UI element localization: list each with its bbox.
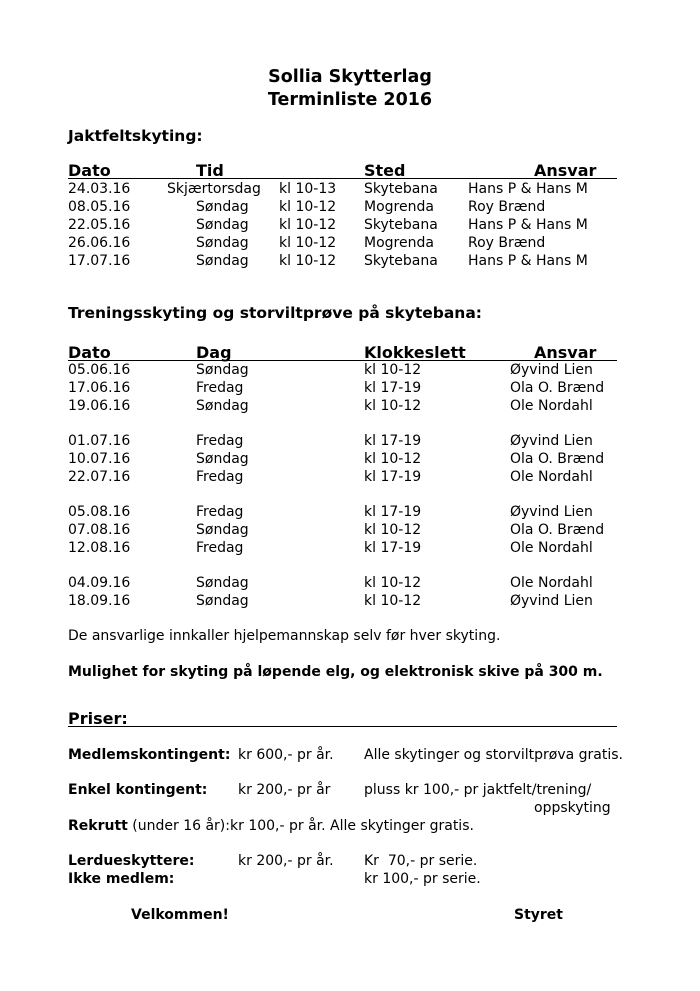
- cell-dato: 18.09.16: [68, 593, 131, 609]
- cell-ansvar: Ola O. Brænd: [510, 451, 605, 467]
- cell-dato: 17.06.16: [68, 380, 131, 396]
- table-row: [0, 433, 700, 451]
- cell-kl: kl 10-12: [364, 451, 422, 467]
- cell-dag: Søndag: [196, 398, 249, 414]
- price-text: kr 100,- pr år. Alle skytinger gratis.: [230, 818, 474, 834]
- cell-ansvar: Øyvind Lien: [510, 593, 593, 609]
- trening-heading: Treningsskyting og storviltprøve på skytebana:: [68, 304, 482, 322]
- cell-dato: 17.07.16: [68, 253, 131, 269]
- cell-kl: kl 17-19: [364, 469, 422, 485]
- cell-dag: Søndag: [196, 451, 249, 467]
- cell-ansvar: Ola O. Brænd: [510, 522, 605, 538]
- footer-signature: Styret: [514, 907, 563, 923]
- cell-kl: kl 10-12: [364, 522, 422, 538]
- jakt-col-tid: Tid: [196, 161, 224, 180]
- cell-dag: Fredag: [196, 540, 244, 556]
- cell-dato: 26.06.16: [68, 235, 131, 251]
- table-row: [0, 575, 700, 593]
- cell-ansvar: Ola O. Brænd: [510, 380, 605, 396]
- cell-dag: Fredag: [196, 504, 244, 520]
- cell-kl: kl 17-19: [364, 380, 422, 396]
- cell-dato: 22.05.16: [68, 217, 131, 233]
- cell-kl: kl 10-13: [279, 181, 337, 197]
- table-row: [0, 451, 700, 469]
- cell-ansvar: Roy Brænd: [468, 199, 546, 215]
- price-value: kr 200,- pr år.: [238, 853, 334, 869]
- table-row: [0, 181, 700, 199]
- table-row: [0, 217, 700, 235]
- cell-kl: kl 10-12: [279, 217, 337, 233]
- cell-sted: Skytebana: [364, 217, 438, 233]
- table-row: [0, 593, 700, 611]
- cell-dag: Søndag: [196, 253, 249, 269]
- table-row: [0, 469, 700, 487]
- table-row: [0, 522, 700, 540]
- cell-dag: Søndag: [196, 593, 249, 609]
- document-title: Terminliste 2016: [267, 90, 433, 110]
- cell-sted: Skytebana: [364, 181, 438, 197]
- cell-dato: 22.07.16: [68, 469, 131, 485]
- cell-ansvar: Øyvind Lien: [510, 433, 593, 449]
- cell-sted: Mogrenda: [364, 199, 434, 215]
- cell-dato: 05.06.16: [68, 362, 131, 378]
- table-row: [0, 380, 700, 398]
- cell-dato: 12.08.16: [68, 540, 131, 556]
- table-row: [0, 398, 700, 416]
- price-label: Enkel kontingent:: [68, 782, 208, 798]
- cell-dag: Søndag: [196, 217, 249, 233]
- cell-dag: Fredag: [196, 469, 244, 485]
- cell-sted: Skytebana: [364, 253, 438, 269]
- jakt-header-underline: [68, 178, 617, 179]
- price-label: Rekrutt: [68, 818, 128, 834]
- jakt-col-ansvar: Ansvar: [534, 161, 597, 180]
- priser-underline: [68, 726, 617, 727]
- cell-ansvar: Ole Nordahl: [510, 469, 593, 485]
- cell-dag: Skjærtorsdag: [167, 181, 261, 197]
- price-age-note: (under 16 år):: [132, 818, 230, 834]
- cell-kl: kl 10-12: [279, 199, 337, 215]
- cell-dato: 08.05.16: [68, 199, 131, 215]
- trening-col-dag: Dag: [196, 343, 232, 362]
- cell-dag: Søndag: [196, 362, 249, 378]
- cell-ansvar: Ole Nordahl: [510, 575, 593, 591]
- table-row: [0, 253, 700, 271]
- cell-kl: kl 10-12: [364, 362, 422, 378]
- trening-col-dato: Dato: [68, 343, 111, 362]
- cell-dato: 05.08.16: [68, 504, 131, 520]
- trening-col-ansvar: Ansvar: [534, 343, 597, 362]
- price-value: kr 600,- pr år.: [238, 747, 334, 763]
- price-note: Alle skytinger og storviltprøva gratis.: [364, 747, 623, 763]
- cell-ansvar: Hans P & Hans M: [468, 253, 588, 269]
- price-value: kr 200,- pr år: [238, 782, 331, 798]
- cell-dato: 07.08.16: [68, 522, 131, 538]
- note-elg-skive: Mulighet for skyting på løpende elg, og elektronisk skive på 300 m.: [68, 664, 603, 680]
- cell-kl: kl 17-19: [364, 433, 422, 449]
- cell-sted: Mogrenda: [364, 235, 434, 251]
- cell-dag: Søndag: [196, 575, 249, 591]
- club-name: Sollia Skytterlag: [268, 67, 432, 87]
- cell-dato: 04.09.16: [68, 575, 131, 591]
- priser-heading: Priser:: [68, 709, 128, 728]
- cell-dato: 01.07.16: [68, 433, 131, 449]
- cell-dag: Søndag: [196, 199, 249, 215]
- trening-col-klokkeslett: Klokkeslett: [364, 343, 466, 362]
- cell-dag: Søndag: [196, 522, 249, 538]
- cell-kl: kl 10-12: [364, 575, 422, 591]
- price-note: Kr 70,- pr serie.: [364, 853, 478, 869]
- cell-dato: 10.07.16: [68, 451, 131, 467]
- price-label: Medlemskontingent:: [68, 747, 231, 763]
- cell-ansvar: Ole Nordahl: [510, 540, 593, 556]
- cell-kl: kl 10-12: [364, 593, 422, 609]
- cell-ansvar: Hans P & Hans M: [468, 181, 588, 197]
- jakt-col-sted: Sted: [364, 161, 406, 180]
- note-hjelpemannskap: De ansvarlige innkaller hjelpemannskap selv før hver skyting.: [68, 628, 501, 644]
- cell-kl: kl 10-12: [364, 398, 422, 414]
- cell-ansvar: Øyvind Lien: [510, 504, 593, 520]
- cell-dato: 24.03.16: [68, 181, 131, 197]
- cell-ansvar: Ole Nordahl: [510, 398, 593, 414]
- price-note: kr 100,- pr serie.: [364, 871, 481, 887]
- table-row: [0, 362, 700, 380]
- price-label: Lerdueskyttere:: [68, 853, 195, 869]
- table-row: [0, 199, 700, 217]
- cell-kl: kl 10-12: [279, 253, 337, 269]
- cell-kl: kl 10-12: [279, 235, 337, 251]
- price-label: Ikke medlem:: [68, 871, 175, 887]
- cell-dato: 19.06.16: [68, 398, 131, 414]
- jakt-col-dato: Dato: [68, 161, 111, 180]
- cell-dag: Søndag: [196, 235, 249, 251]
- price-note: pluss kr 100,- pr jaktfelt/trening/: [364, 782, 592, 798]
- cell-ansvar: Hans P & Hans M: [468, 217, 588, 233]
- table-row: [0, 235, 700, 253]
- cell-kl: kl 17-19: [364, 504, 422, 520]
- jakt-heading: Jaktfeltskyting:: [68, 127, 203, 145]
- cell-ansvar: Roy Brænd: [468, 235, 546, 251]
- trening-header-underline: [68, 360, 617, 361]
- price-note-cont: oppskyting: [534, 800, 611, 816]
- cell-dag: Fredag: [196, 380, 244, 396]
- table-row: [0, 540, 700, 558]
- cell-ansvar: Øyvind Lien: [510, 362, 593, 378]
- cell-kl: kl 17-19: [364, 540, 422, 556]
- cell-dag: Fredag: [196, 433, 244, 449]
- footer-welcome: Velkommen!: [131, 907, 229, 923]
- table-row: [0, 504, 700, 522]
